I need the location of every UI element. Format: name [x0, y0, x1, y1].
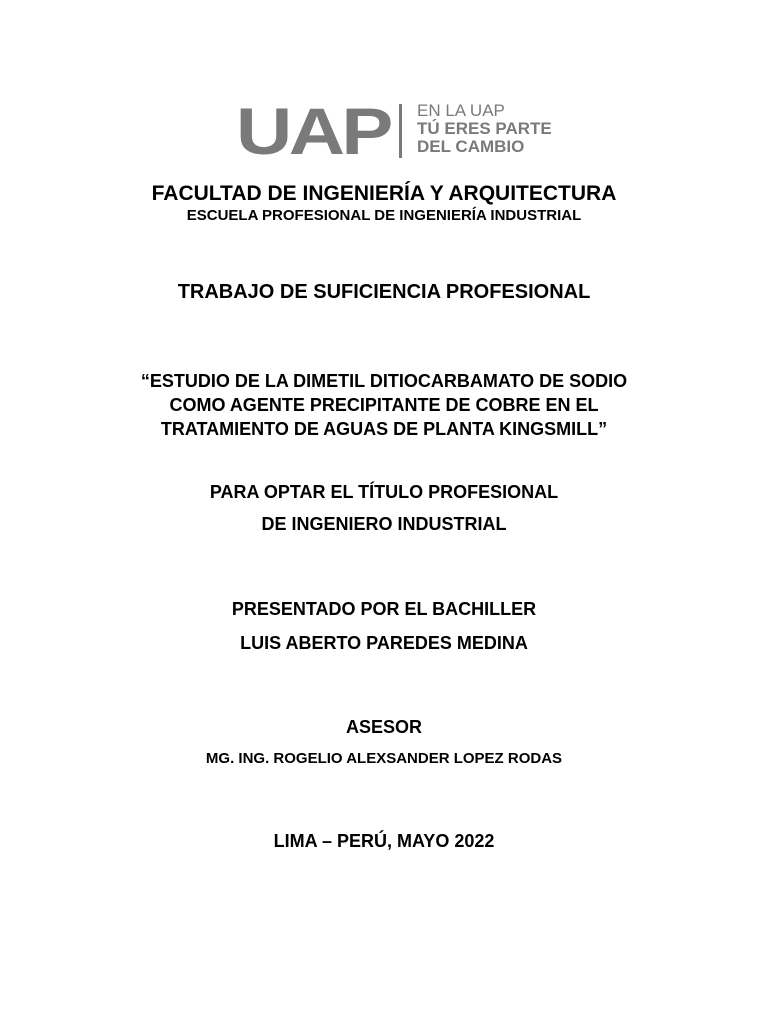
logo-slogan-line-2: TÚ ERES PARTE — [417, 119, 552, 138]
advisor-name: MG. ING. ROGELIO ALEXSANDER LOPEZ RODAS — [205, 750, 563, 767]
degree-line-2: DE INGENIERO INDUSTRIAL — [261, 514, 507, 534]
thesis-title-line-1: “ESTUDIO DE LA DIMETIL DITIOCARBAMATO DE SODIO — [140, 371, 628, 391]
faculty-heading: FACULTAD DE INGENIERÍA Y ARQUITECTURA — [151, 182, 617, 205]
degree-line-1: PARA OPTAR EL TÍTULO PROFESIONAL — [209, 482, 559, 502]
advisor-label: ASESOR — [345, 717, 423, 737]
thesis-title — [0, 369, 768, 441]
author-name: LUIS ABERTO PAREDES MEDINA — [240, 633, 528, 653]
logo-slogan — [417, 102, 577, 156]
school-heading: ESCUELA PROFESIONAL DE INGENIERÍA INDUSTRIAL — [186, 207, 582, 224]
author-label: PRESENTADO POR EL BACHILLER — [231, 599, 537, 619]
logo-letters: UAP — [236, 94, 390, 168]
logo-divider — [399, 104, 402, 158]
thesis-title-line-3: TRATAMIENTO DE AGUAS DE PLANTA KINGSMILL” — [160, 419, 608, 439]
thesis-title-line-2: COMO AGENTE PRECIPITANTE DE COBRE EN EL — [169, 395, 599, 415]
place-date: LIMA – PERÚ, MAYO 2022 — [273, 831, 495, 851]
uap-logo — [236, 94, 566, 168]
document-type: TRABAJO DE SUFICIENCIA PROFESIONAL — [177, 281, 591, 303]
logo-slogan-line-1: EN LA UAP — [417, 101, 505, 120]
logo-slogan-line-3: DEL CAMBIO — [417, 137, 525, 156]
